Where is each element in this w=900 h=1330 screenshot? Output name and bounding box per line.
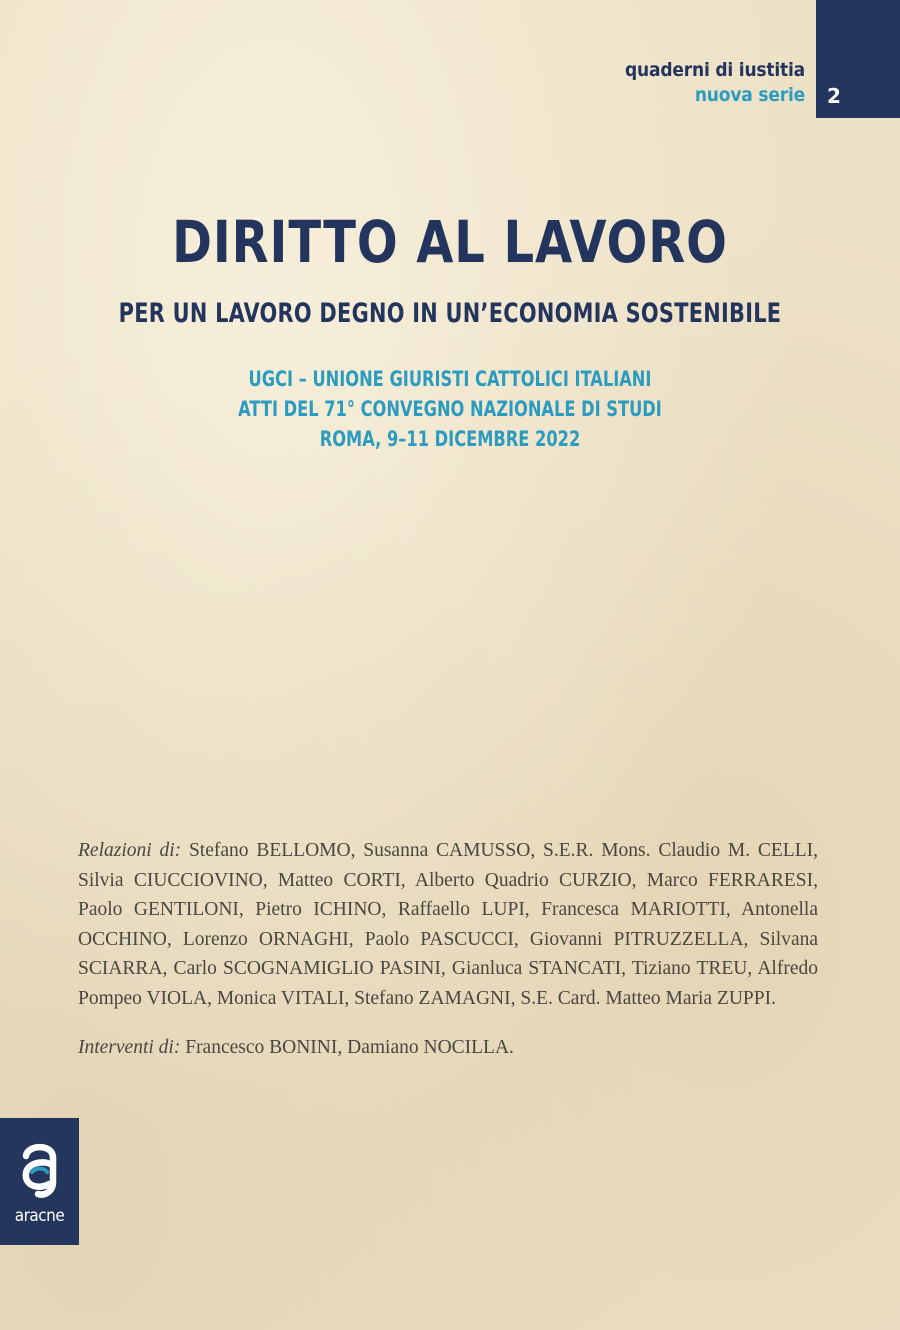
book-title: DIRITTO AL LAVORO (172, 208, 728, 276)
interventi-paragraph (78, 1033, 818, 1063)
series-number-tab (816, 0, 900, 118)
interventi-authors: Francesco BONINI, Damiano NOCILLA. (185, 1037, 514, 1058)
relazioni-label: Relazioni di: (78, 840, 182, 861)
series-name: quaderni di iustitia (624, 59, 805, 81)
event-conference: ATTI DEL 71° CONVEGNO NAZIONALE DI STUDI (238, 397, 662, 421)
series-header (625, 58, 805, 108)
credits (78, 836, 818, 1063)
series-number: 2 (827, 84, 841, 108)
publisher-logo (0, 1118, 79, 1245)
event-place-date: ROMA, 9–11 DICEMBRE 2022 (319, 427, 581, 451)
series-subtitle: nuova serie (694, 84, 805, 106)
book-subtitle: PER UN LAVORO DEGNO IN UN’ECONOMIA SOSTENIBILE (118, 298, 782, 329)
relazioni-authors: Stefano BELLOMO, Susanna CAMUSSO, S.E.R. Mons. Claudio M. CELLI, Silvia CIUCCIOVINO, Matteo CORTI, Alberto Quadrio CURZIO, Marco FERRARESI, Paolo GENTILONI, Pietro ICHINO, Raffaello LUPI, Francesca MARIOTTI, Antonella OCCHINO, Lorenzo ORNAGHI, Paolo PASCUCCI, Giovanni PITRUZZELLA, Silvana SCIARRA, Carlo SCOGNAMIGLIO PASINI, Gianluca STANCATI, Tiziano TREU, Alfredo Pompeo VIOLA, Monica VITALI, Stefano ZAMAGNI, S.E. Card. Matteo Maria ZUPPI. (78, 840, 818, 1009)
event-organization: UGCI – UNIONE GIURISTI CATTOLICI ITALIANI (248, 367, 652, 391)
relazioni-paragraph (78, 836, 818, 1013)
aracne-logo-icon (10, 1132, 69, 1204)
publisher-name: aracne (14, 1206, 65, 1226)
event-info (63, 364, 837, 454)
interventi-label: Interventi di: (78, 1037, 181, 1058)
